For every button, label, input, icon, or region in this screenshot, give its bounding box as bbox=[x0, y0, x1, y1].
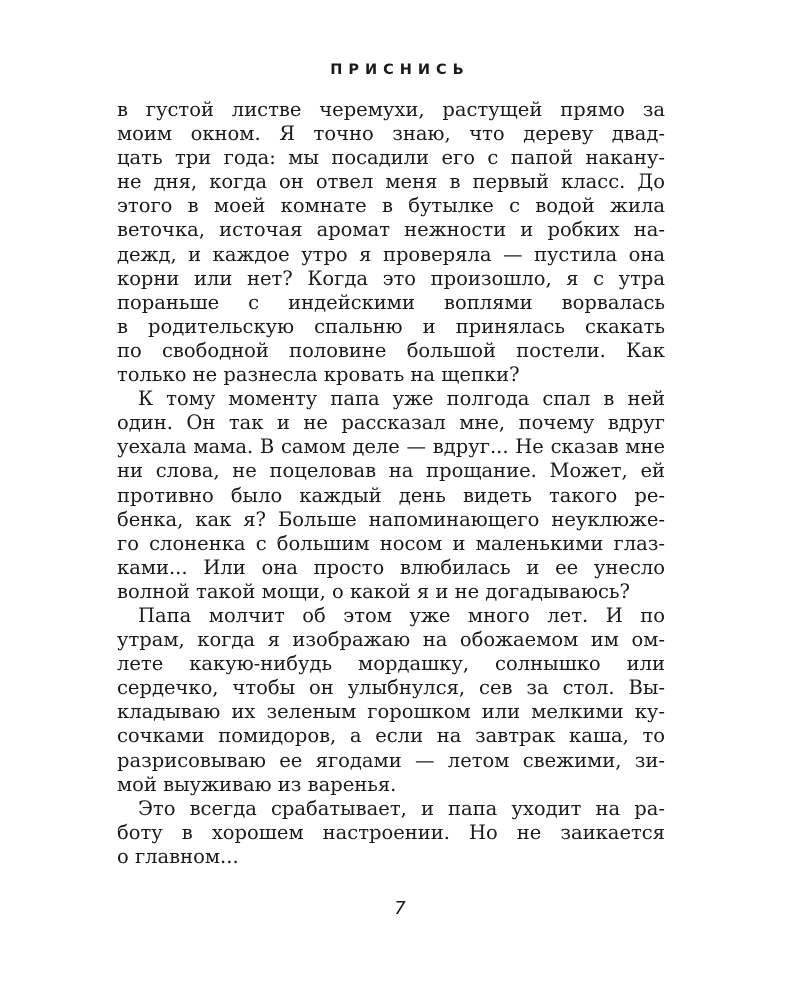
line-text: дежд, и каждое утро я проверяла — пустила она bbox=[117, 242, 665, 266]
text-line bbox=[117, 218, 665, 242]
line-text: боту в хорошем настроении. Но не заикается bbox=[117, 820, 665, 844]
text-line bbox=[117, 459, 665, 483]
text-line bbox=[117, 604, 665, 628]
line-text: Это всегда срабатывает, и папа уходит на ра- bbox=[138, 796, 665, 820]
text-line bbox=[117, 267, 665, 291]
line-text: Папа молчит об этом уже много лет. И по bbox=[138, 603, 665, 627]
text-line bbox=[117, 773, 665, 797]
text-line bbox=[117, 845, 665, 869]
text-line bbox=[117, 580, 665, 604]
text-line bbox=[117, 532, 665, 556]
line-text: не дня, когда он отвел меня в первый класс. До bbox=[117, 170, 665, 194]
line-text: ками... Или она просто влюбилась и ее унесло bbox=[117, 555, 665, 579]
text-line bbox=[117, 556, 665, 580]
line-text: один. Он так и не рассказал мне, почему вдруг bbox=[117, 411, 665, 435]
line-text: цать три года: мы посадили его с папой накану- bbox=[117, 146, 665, 170]
line-text: мой выуживаю из варенья. bbox=[117, 772, 397, 796]
line-text: волной такой мощи, о какой я и не догадываюсь? bbox=[117, 579, 630, 603]
line-text: уехала мама. В самом деле — вдруг... Не сказав мне bbox=[117, 435, 665, 459]
text-line bbox=[117, 797, 665, 821]
text-line bbox=[117, 652, 665, 676]
text-line bbox=[117, 749, 665, 773]
line-text: го слоненка с большим носом и маленькими глаз- bbox=[117, 531, 665, 555]
text-line bbox=[117, 291, 665, 315]
line-text: веточка, источая аромат нежности и робких на- bbox=[117, 218, 665, 242]
text-line bbox=[117, 98, 665, 122]
body-text bbox=[117, 98, 665, 869]
text-line bbox=[117, 411, 665, 435]
text-line bbox=[117, 508, 665, 532]
text-line bbox=[117, 700, 665, 724]
text-line bbox=[117, 484, 665, 508]
text-line bbox=[117, 339, 665, 363]
running-head: ПРИСНИСЬ bbox=[330, 62, 470, 78]
line-text: лете какую-нибудь мордашку, солнышко или bbox=[117, 652, 665, 676]
line-text: сердечко, чтобы он улыбнулся, сев за стол. Вы- bbox=[117, 676, 665, 700]
text-line bbox=[117, 435, 665, 459]
line-text: о главном... bbox=[117, 844, 239, 868]
line-text: только не разнесла кровать на щепки? bbox=[117, 363, 520, 387]
line-text: по свободной половине большой постели. Как bbox=[117, 338, 665, 362]
line-text: кладываю их зеленым горошком или мелкими ку- bbox=[117, 700, 665, 724]
page-number: 7 bbox=[394, 898, 406, 919]
line-text: ни слова, не поцеловав на прощание. Может, ей bbox=[117, 459, 665, 483]
text-line bbox=[117, 194, 665, 218]
line-text: в родительскую спальню и принялась скакать bbox=[117, 314, 665, 338]
text-line bbox=[117, 387, 665, 411]
line-text: противно было каждый день видеть такого ре- bbox=[117, 483, 665, 507]
text-line bbox=[117, 122, 665, 146]
text-line bbox=[117, 821, 665, 845]
text-line bbox=[117, 315, 665, 339]
line-text: пораньше с индейскими воплями ворвалась bbox=[117, 290, 665, 314]
text-line bbox=[117, 628, 665, 652]
text-line bbox=[117, 170, 665, 194]
line-text: бенка, как я? Больше напоминающего неуклюже- bbox=[117, 507, 665, 531]
text-line bbox=[117, 243, 665, 267]
line-text: утрам, когда я изображаю на обожаемом им ом- bbox=[117, 628, 665, 652]
line-text: моим окном. Я точно знаю, что дереву двад- bbox=[117, 122, 665, 146]
line-text: сочками помидоров, а если на завтрак каша, то bbox=[117, 724, 665, 748]
line-text: этого в моей комнате в бутылке с водой жила bbox=[117, 194, 665, 218]
line-text: в густой листве черемухи, растущей прямо за bbox=[117, 98, 665, 121]
line-text: К тому моменту папа уже полгода спал в ней bbox=[138, 387, 665, 411]
line-text: разрисовываю ее ягодами — летом свежими, зи- bbox=[117, 748, 665, 772]
text-line bbox=[117, 724, 665, 748]
text-line bbox=[117, 363, 665, 387]
line-text: корни или нет? Когда это произошло, я с утра bbox=[117, 266, 665, 290]
text-line bbox=[117, 676, 665, 700]
text-line bbox=[117, 146, 665, 170]
